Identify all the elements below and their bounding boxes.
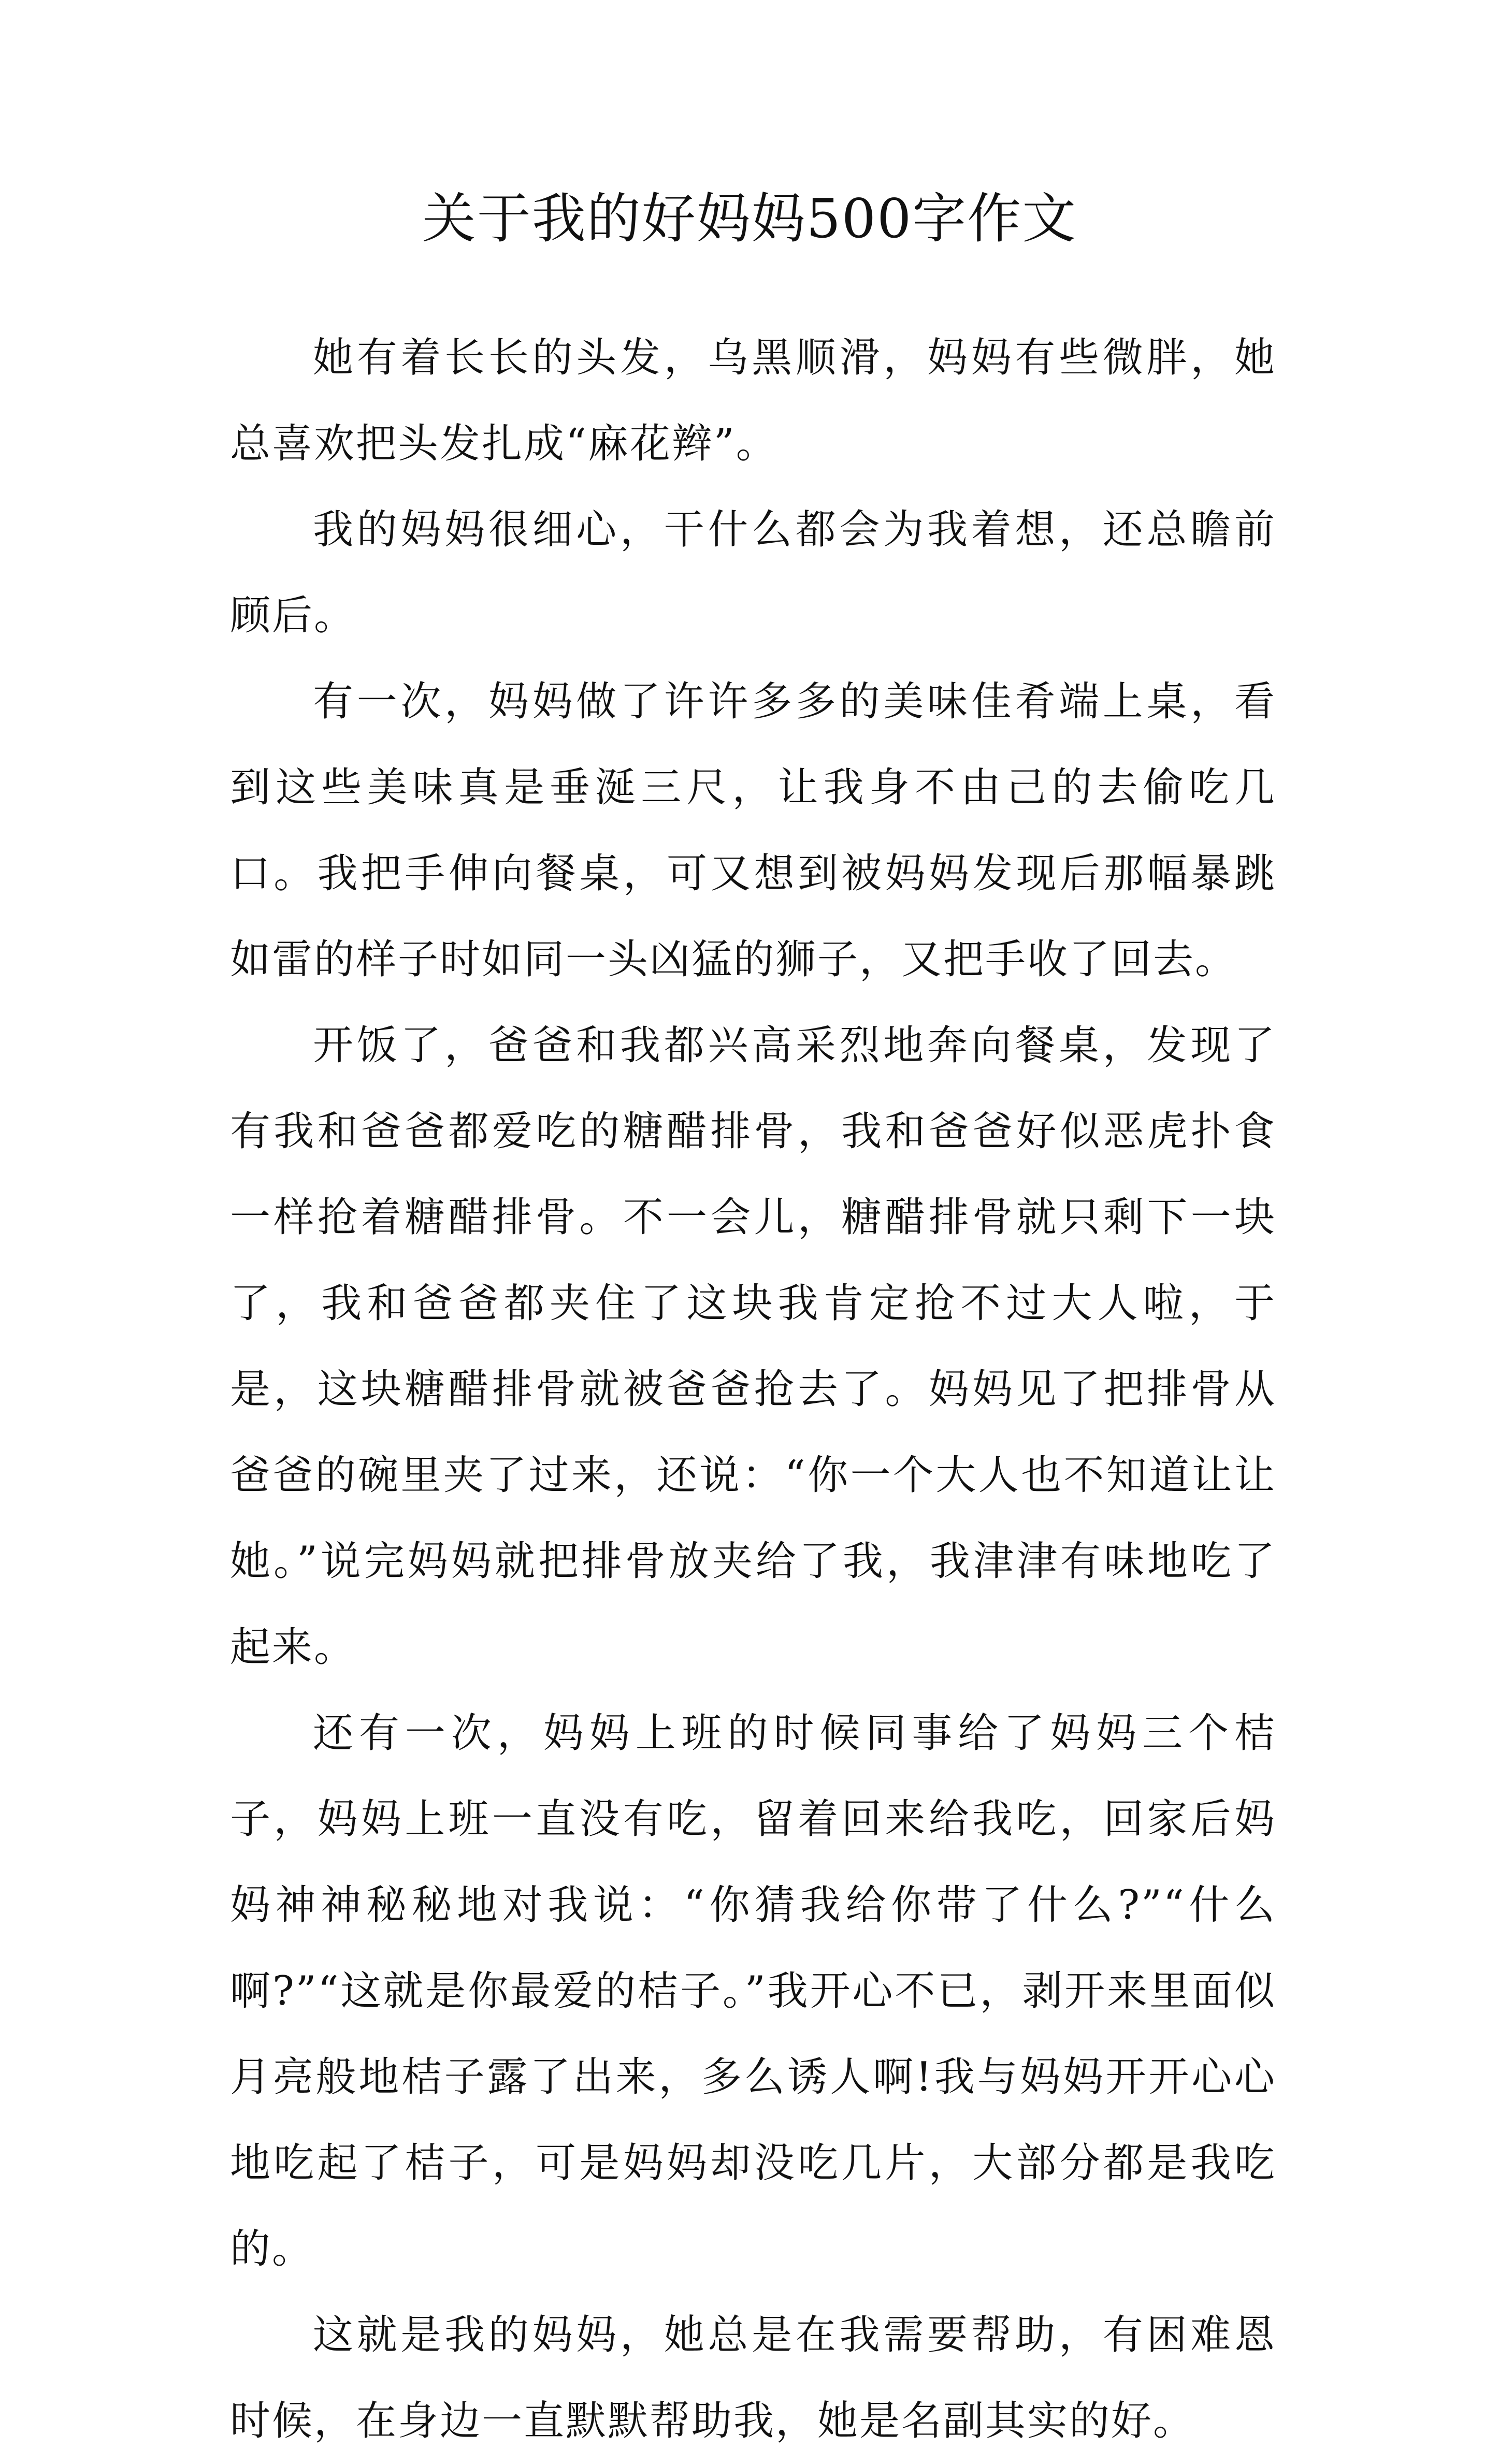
paragraph-6: 这就是我的妈妈，她总是在我需要帮助，有困难恩时候，在身边一直默默帮助我，她是名副其实的好。 bbox=[230, 2312, 1276, 2444]
paragraph-2: 我的妈妈很细心，干什么都会为我着想，还总瞻前顾后。 bbox=[230, 506, 1276, 639]
document-title: 关于我的好妈妈500字作文 bbox=[422, 187, 1077, 250]
paragraph-4: 开饭了，爸爸和我都兴高采烈地奔向餐桌，发现了有我和爸爸都爱吃的糖醋排骨，我和爸爸好似恶虎扑食一样抢着糖醋排骨。不一会儿，糖醋排骨就只剩下一块了，我和爸爸都夹住了这块我肯定抢不过大人啦，于是，这块糖醋排骨就被爸爸抢去了。妈妈见了把排骨从爸爸的碗里夹了过来，还说：“你一个大人也不知道让让她。”说完妈妈就把排骨放夹给了我，我津津有味地吃了起来。 bbox=[230, 1022, 1276, 1671]
document-body bbox=[230, 315, 1276, 2464]
paragraph-3: 有一次，妈妈做了许许多多的美味佳肴端上桌，看到这些美味真是垂涎三尺，让我身不由己的去偷吃几口。我把手伸向餐桌，可又想到被妈妈发现后那幅暴跳如雷的样子时如同一头凶猛的狮子，又把手收了回去。 bbox=[230, 678, 1276, 983]
paragraph-5: 还有一次，妈妈上班的时候同事给了妈妈三个桔子，妈妈上班一直没有吃，留着回来给我吃，回家后妈妈神神秘秘地对我说：“你猜我给你带了什么?”“什么啊?”“这就是你最爱的桔子。”我开心不已，剥开来里面似月亮般地桔子露了出来，多么诱人啊!我与妈妈开开心心地吃起了桔子，可是妈妈却没吃几片，大部分都是我吃的。 bbox=[230, 1710, 1276, 2272]
paragraph-1: 她有着长长的头发，乌黑顺滑，妈妈有些微胖，她总喜欢把头发扎成“麻花辫”。 bbox=[230, 335, 1276, 467]
